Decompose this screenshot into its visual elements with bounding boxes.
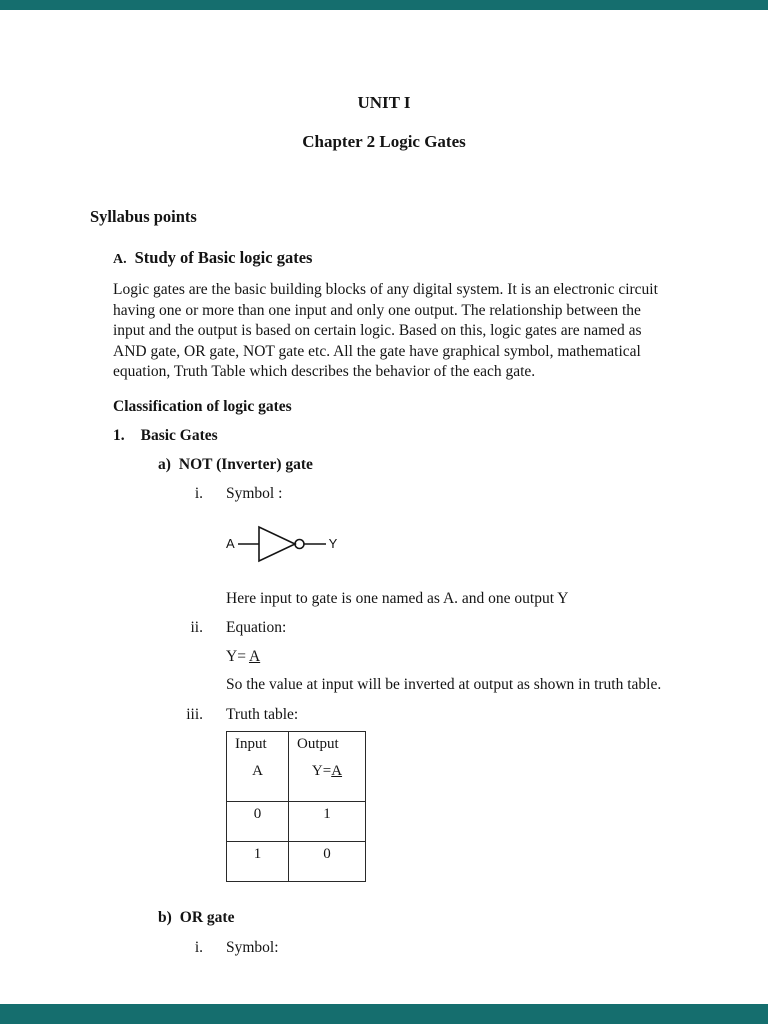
unit-title: UNIT I: [357, 93, 411, 112]
chapter-title: Chapter 2 Logic Gates: [302, 132, 466, 152]
or-gate-title: OR gate: [179, 909, 235, 927]
not-symbol-numeral: i.: [194, 485, 203, 503]
not-gate-heading: [158, 455, 768, 475]
not-equation: [226, 647, 768, 667]
not-gate-icon: [237, 522, 327, 566]
truth-cell: 0: [227, 802, 289, 842]
not-gate-letter: a): [158, 455, 171, 473]
truth-table-header-row: [227, 732, 366, 802]
truth-header-output-cell: [289, 732, 366, 802]
section-a-heading: [113, 247, 768, 269]
not-equation-item: [163, 618, 768, 638]
truth-cell: 0: [289, 842, 366, 882]
truth-table: [226, 731, 366, 882]
truth-header-input-cell: [227, 732, 289, 802]
truth-col2-header: Output: [297, 736, 339, 753]
or-gate-heading: [158, 908, 768, 928]
not-truth-label: Truth table:: [226, 705, 299, 723]
or-gate-letter: b): [158, 909, 172, 927]
intro-paragraph: Logic gates are the basic building blocks of any digital system. It is an electronic circuit having one or more than one input and only one output. The relationship between the input and the output is based on certain logic. Based on this, logic gates are named as AND gate, OR gate, NOT gate etc. All the gate have graphical symbol, mathematical equation, Truth Table which describes the behavior of the each gate.: [113, 281, 658, 381]
not-equation-numeral: ii.: [190, 619, 203, 637]
truth-col1-header: Input: [235, 736, 267, 753]
not-equation-note: So the value at input will be inverted at output as shown in truth table.: [226, 676, 662, 694]
truth-cell: 1: [227, 842, 289, 882]
classification-heading: Classification of logic gates: [113, 398, 292, 416]
truth-table-row: [227, 842, 366, 882]
not-output-pin-label: Y: [328, 536, 338, 552]
or-symbol-label: Symbol:: [226, 938, 279, 956]
not-truth-numeral: iii.: [186, 705, 203, 723]
not-symbol-caption: Here input to gate is one named as A. and one output Y: [226, 589, 569, 607]
truth-table-row: [227, 802, 366, 842]
or-symbol-numeral: i.: [194, 938, 203, 956]
not-gate-title: NOT (Inverter) gate: [178, 455, 313, 473]
not-gate-symbol: [226, 521, 768, 567]
section-a-title: Study of Basic logic gates: [134, 247, 313, 267]
truth-cell: 1: [289, 802, 366, 842]
document-page: [0, 10, 768, 958]
not-equation-label: Equation:: [226, 619, 287, 637]
or-symbol-item: [163, 938, 768, 958]
equation-prefix: Y=: [226, 647, 249, 665]
basic-gates-number: 1.: [113, 426, 125, 444]
syllabus-heading: Syllabus points: [90, 206, 197, 226]
viewer-bottom-bar: [0, 1004, 768, 1024]
truth-col1-subheader: A: [252, 762, 263, 779]
section-a-label: A.: [113, 251, 127, 267]
equation-variable: A: [248, 647, 261, 665]
not-input-pin-label: A: [226, 536, 235, 552]
basic-gates-heading: [113, 426, 768, 446]
not-truth-item: [163, 705, 768, 725]
viewer-top-bar: [0, 0, 768, 10]
truth-col2-subheader: Y=A: [311, 762, 343, 779]
basic-gates-title: Basic Gates: [140, 426, 218, 444]
not-symbol-label: Symbol :: [226, 485, 283, 503]
not-symbol-item: [163, 484, 768, 504]
